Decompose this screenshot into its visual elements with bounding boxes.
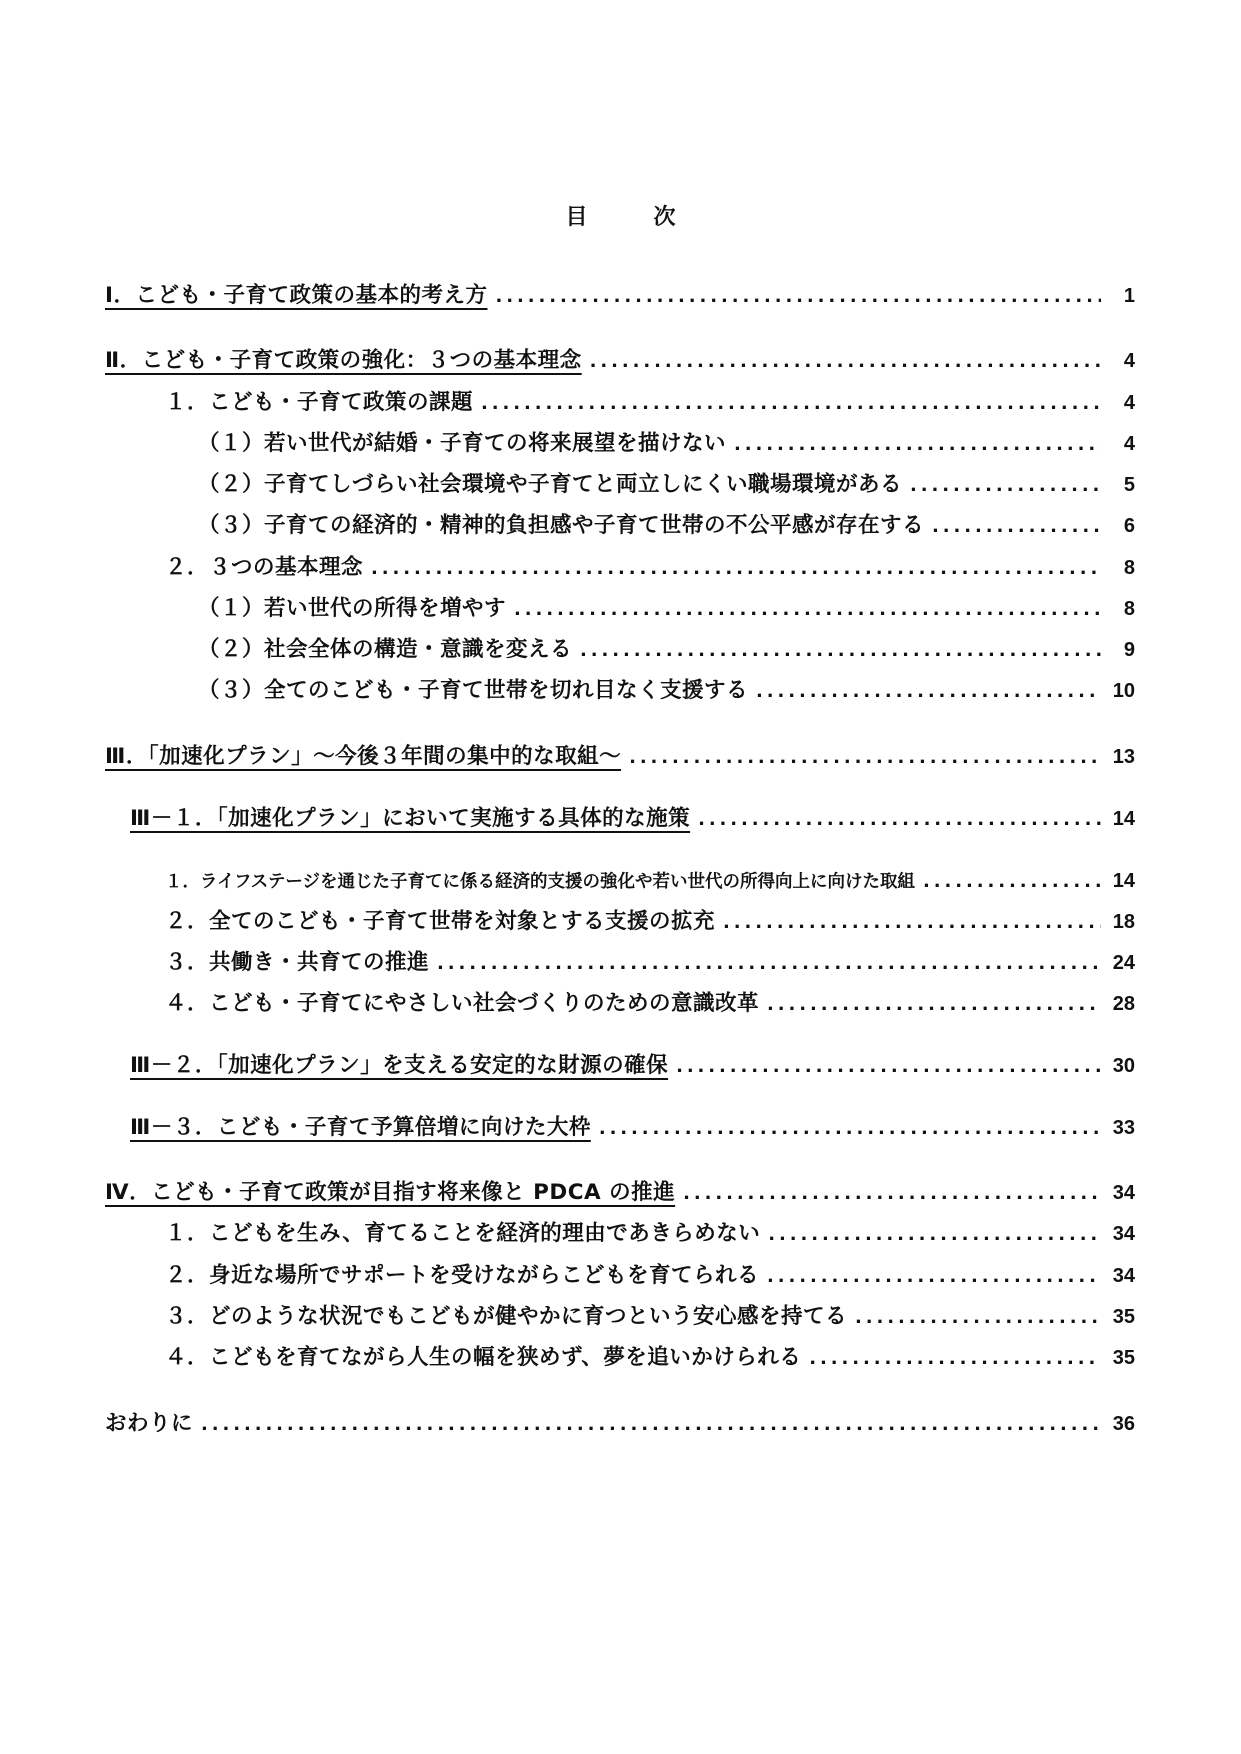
toc-page-number: 6 (1123, 515, 1135, 537)
toc-entry-closing[interactable] (105, 1409, 1135, 1439)
toc-dot-leader (932, 512, 1101, 541)
toc-dot-leader (768, 1220, 1101, 1249)
toc-entry-section[interactable] (165, 866, 1135, 896)
toc-page-number: 28 (1112, 993, 1135, 1015)
toc-dot-leader (855, 1303, 1101, 1332)
toc-page-number: 34 (1112, 1182, 1135, 1204)
toc-dot-leader (683, 1179, 1101, 1208)
toc-entry-subsection[interactable] (198, 635, 1135, 665)
toc-dot-leader (514, 595, 1101, 624)
toc-entry-chapter-4[interactable] (105, 1178, 1135, 1208)
toc-dot-leader (629, 743, 1101, 772)
toc-dot-leader (734, 430, 1101, 459)
toc-entry-section[interactable] (165, 1343, 1135, 1373)
toc-page-number: 30 (1112, 1055, 1135, 1077)
toc-entry-section[interactable] (165, 1219, 1135, 1249)
toc-dot-leader (767, 990, 1101, 1019)
toc-dot-leader (676, 1052, 1101, 1081)
toc-dot-leader (371, 554, 1101, 583)
toc-page-number: 4 (1123, 433, 1135, 455)
toc-page-number: 34 (1112, 1265, 1135, 1287)
toc-entry-text: （２）子育てしづらい社会環境や子育てと両立しにくい職場環境がある (198, 472, 903, 497)
toc-entry-text: ４．こどもを育てながら人生の幅を狭めず、夢を追いかけられる (165, 1345, 802, 1370)
toc-dot-leader (496, 282, 1101, 311)
toc-page-number: 4 (1123, 350, 1135, 372)
toc-entry-text: （３）全てのこども・子育て世帯を切れ目なく支援する (198, 678, 749, 703)
toc-page-number: 36 (1112, 1413, 1135, 1435)
toc-page-number: 14 (1112, 808, 1135, 830)
toc-entry-text: ４．こども・子育てにやさしい社会づくりのための意識改革 (165, 991, 760, 1016)
toc-entry-text: （２）社会全体の構造・意識を変える (198, 637, 573, 662)
toc-entry-text: （３）子育ての経済的・精神的負担感や子育て世帯の不公平感が存在する (198, 513, 925, 538)
toc-entry-part-3-3[interactable] (130, 1113, 1135, 1143)
toc-entry-text: ３．どのような状況でもこどもが健やかに育つという安心感を持てる (165, 1304, 848, 1329)
toc-entry-text: ２．全てのこども・子育て世帯を対象とする支援の拡充 (165, 909, 716, 934)
toc-dot-leader (201, 1410, 1101, 1439)
toc-dot-leader (723, 908, 1101, 937)
toc-page-number: 14 (1112, 870, 1135, 892)
toc-page-number: 35 (1112, 1306, 1135, 1328)
toc-dot-leader (698, 805, 1101, 834)
toc-entry-text: １．こども・子育て政策の課題 (165, 390, 474, 415)
toc-entry-text: （１）若い世代の所得を増やす (198, 596, 507, 621)
toc-entry-text: １．こどもを生み、育てることを経済的理由であきらめない (165, 1221, 761, 1246)
toc-entry-chapter-1[interactable] (105, 281, 1135, 311)
toc-dot-leader (481, 389, 1101, 418)
toc-page-number: 18 (1112, 911, 1135, 933)
toc-entry-text: １．ライフステージを通じた子育てに係る経済的支援の強化や若い世代の所得向上に向けた取組 (165, 872, 916, 892)
toc-entry-text: おわりに (105, 1411, 194, 1436)
toc-dot-leader (767, 1262, 1101, 1291)
toc-entry-subsection[interactable] (198, 676, 1135, 706)
toc-page-number: 8 (1123, 598, 1135, 620)
toc-entry-text: Ⅲ－３．こども・子育て予算倍増に向けた大枠 (130, 1115, 591, 1140)
toc-entry-subsection[interactable] (198, 594, 1135, 624)
toc-dot-leader (599, 1114, 1101, 1143)
toc-page-number: 4 (1123, 392, 1135, 414)
toc-entry-text: Ⅲ．「加速化プラン」～今後３年間の集中的な取組～ (105, 744, 622, 769)
toc-entry-chapter-3[interactable] (105, 742, 1135, 772)
toc-entry-subsection[interactable] (198, 470, 1135, 500)
toc-entry-chapter-2[interactable] (105, 346, 1135, 376)
toc-entry-part-3-2[interactable] (130, 1051, 1135, 1081)
toc-entry-section[interactable] (165, 989, 1135, 1019)
toc-entry-text: ３．共働き・共育ての推進 (165, 950, 430, 975)
toc-entry-subsection[interactable] (198, 429, 1135, 459)
toc-page-number: 34 (1112, 1223, 1135, 1245)
toc-page-number: 5 (1123, 474, 1135, 496)
toc-dot-leader (437, 949, 1101, 978)
toc-dot-leader (590, 347, 1101, 376)
toc-entry-section[interactable] (165, 1261, 1135, 1291)
toc-dot-leader (809, 1344, 1101, 1373)
toc-entry-section[interactable] (165, 907, 1135, 937)
toc-dot-leader (580, 636, 1101, 665)
toc-page-number: 35 (1112, 1347, 1135, 1369)
page-title: 目 次 (565, 205, 698, 230)
toc-dot-leader (923, 867, 1101, 896)
toc-entry-text: ２．３つの基本理念 (165, 555, 364, 580)
toc-entry-section[interactable] (165, 948, 1135, 978)
toc-page-number: 10 (1112, 680, 1135, 702)
toc-entry-section[interactable] (165, 1302, 1135, 1332)
toc-page-number: 9 (1123, 639, 1135, 661)
toc-page-number: 24 (1112, 952, 1135, 974)
toc-entry-text: Ⅲ－１．「加速化プラン」において実施する具体的な施策 (130, 806, 691, 831)
toc-entry-text: Ⅲ－２．「加速化プラン」を支える安定的な財源の確保 (130, 1053, 669, 1078)
toc-entry-subsection[interactable] (198, 511, 1135, 541)
toc-entry-text: Ⅱ．こども・子育て政策の強化：３つの基本理念 (105, 348, 582, 373)
toc-entry-part-3-1[interactable] (130, 804, 1135, 834)
toc-page-number: 1 (1123, 285, 1135, 307)
toc-entry-section[interactable] (165, 553, 1135, 583)
toc-entry-text: Ⅰ．こども・子育て政策の基本的考え方 (105, 283, 488, 308)
toc-entry-text: （１）若い世代が結婚・子育ての将来展望を描けない (198, 431, 727, 456)
toc-dot-leader (910, 471, 1101, 500)
toc-page-number: 33 (1112, 1117, 1135, 1139)
toc-entry-section[interactable] (165, 388, 1135, 418)
toc-page-number: 13 (1112, 746, 1135, 768)
toc-entry-text: ２．身近な場所でサポートを受けながらこどもを育てられる (165, 1263, 760, 1288)
toc-dot-leader (756, 677, 1101, 706)
toc-entry-text: Ⅳ．こども・子育て政策が目指す将来像と PDCA の推進 (105, 1180, 676, 1205)
toc-page-number: 8 (1123, 557, 1135, 579)
